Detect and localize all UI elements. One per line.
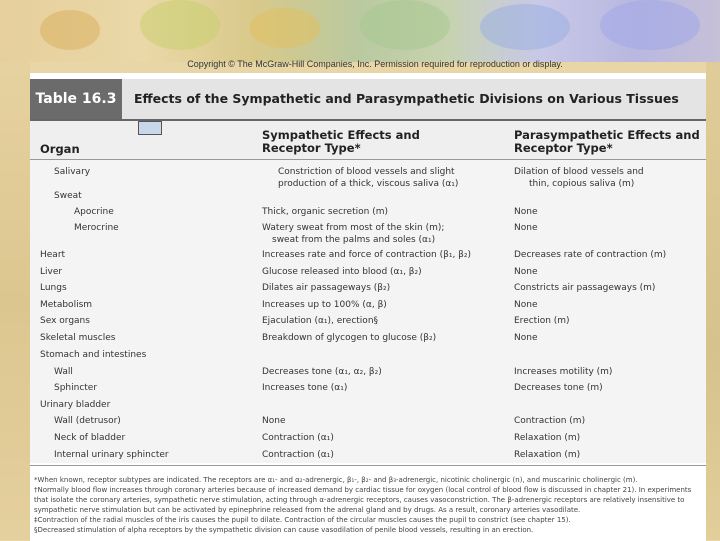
organ-cell: Lungs	[40, 283, 67, 293]
table-number: Table 16.3	[30, 79, 122, 119]
footnote-line: that isolate the coronary arteries, sympathetic nerve stimulation, acting through α-adrenergic receptors, causes vasoconstriction. The β-adrenergic receptors are relatively insensitive to	[34, 496, 685, 504]
header-sympathetic	[262, 129, 420, 155]
parasympathetic-cell: None	[514, 267, 538, 277]
left-border	[0, 62, 30, 540]
organ-cell: Neck of bladder	[54, 433, 126, 443]
flower-decoration	[480, 4, 570, 50]
sympathetic-cell: Contraction (α₁)	[262, 450, 334, 460]
footnotes	[30, 465, 706, 541]
sympathetic-cell: Glucose released into blood (α₁, β₂)	[262, 267, 422, 277]
parasympathetic-cell: Contraction (m)	[514, 416, 586, 426]
sympathetic-cell: Contraction (α₁)	[262, 433, 334, 443]
sympathetic-cell: Dilates air passageways (β₂)	[262, 283, 391, 293]
parasympathetic-cell: thin, copious saliva (m)	[529, 179, 635, 189]
table-body	[30, 160, 706, 463]
parasympathetic-cell: Relaxation (m)	[514, 450, 581, 460]
copyright-notice: Copyright © The McGraw-Hill Companies, Inc. Permission required for reproduction or display.	[187, 59, 563, 69]
organ-cell: Sex organs	[40, 316, 90, 326]
parasympathetic-cell: Erection (m)	[514, 316, 570, 326]
header-parasympathetic-line2: Receptor Type*	[514, 141, 613, 155]
table-panel	[30, 73, 706, 540]
flower-decoration	[40, 10, 100, 50]
footnote-line: §Decreased stimulation of alpha receptors by the sympathetic division can cause vasodilation of penile blood vessels, resulting in an erection.	[34, 526, 534, 534]
sympathetic-cell: sweat from the palms and soles (α₁)	[272, 235, 436, 245]
sympathetic-cell: Constriction of blood vessels and slight	[278, 167, 455, 177]
parasympathetic-cell: Increases motility (m)	[514, 367, 613, 377]
organ-cell: Heart	[40, 250, 66, 260]
sympathetic-cell: Increases tone (α₁)	[262, 383, 348, 393]
header-sympathetic-line1: Sympathetic Effects and	[262, 128, 420, 142]
organ-cell: Liver	[40, 267, 63, 277]
organ-cell: Wall	[54, 367, 73, 377]
flower-decoration	[360, 0, 450, 50]
parasympathetic-cell: Decreases tone (m)	[514, 383, 603, 393]
header-organ: Organ	[40, 142, 80, 156]
organ-cell: Metabolism	[40, 300, 93, 310]
parasympathetic-cell: None	[514, 223, 538, 233]
organ-cell: Sweat	[54, 191, 82, 201]
parasympathetic-cell: Constricts air passageways (m)	[514, 283, 656, 293]
organ-cell: Internal urinary sphincter	[54, 450, 169, 460]
footnote-line: ‡Contraction of the radial muscles of the iris causes the pupil to dilate. Contraction of the circular muscles causes the pupil to constrict (see chapter 15).	[34, 516, 571, 524]
organ-cell: Salivary	[54, 167, 91, 177]
parasympathetic-cell: Relaxation (m)	[514, 433, 581, 443]
sympathetic-cell: Increases up to 100% (α, β)	[262, 300, 387, 310]
footnote-line: *When known, receptor subtypes are indicated. The receptors are α₁- and α₂-adrenergic, β₁-, β₂- and β₃-adrenergic, nicotinic cholinergic (n), and muscarinic cholinergic (m).	[34, 476, 638, 484]
parasympathetic-cell: None	[514, 300, 538, 310]
parasympathetic-cell: None	[514, 207, 538, 217]
organ-cell: Wall (detrusor)	[54, 416, 121, 426]
organ-cell: Sphincter	[54, 383, 98, 393]
flower-decoration	[600, 0, 700, 50]
sympathetic-cell: Decreases tone (α₁, α₂, β₂)	[262, 367, 382, 377]
table-title: Effects of the Sympathetic and Parasympathetic Divisions on Various Tissues	[134, 91, 679, 106]
color-swatch	[138, 121, 162, 135]
right-border	[706, 62, 720, 540]
parasympathetic-cell: None	[514, 333, 538, 343]
organ-cell: Apocrine	[74, 207, 114, 217]
sympathetic-cell: production of a thick, viscous saliva (α₁)	[278, 179, 459, 189]
header-parasympathetic	[514, 129, 700, 155]
footnote-line: sympathetic nerve stimulation but can be activated by epinephrine released from the adrenal gland and by drugs. As a result, coronary arteries vasodilate.	[34, 506, 581, 514]
sympathetic-cell: None	[262, 416, 286, 426]
sympathetic-cell: Watery sweat from most of the skin (m);	[262, 223, 445, 233]
sympathetic-cell: Thick, organic secretion (m)	[262, 207, 388, 217]
header-parasympathetic-line1: Parasympathetic Effects and	[514, 128, 700, 142]
decorative-banner	[0, 0, 720, 62]
sympathetic-cell: Ejaculation (α₁), erection§	[262, 316, 379, 326]
sympathetic-cell: Breakdown of glycogen to glucose (β₂)	[262, 333, 437, 343]
flower-decoration	[140, 0, 220, 50]
parasympathetic-cell: Decreases rate of contraction (m)	[514, 250, 667, 260]
sympathetic-cell: Increases rate and force of contraction (β₁, β₂)	[262, 250, 472, 260]
organ-cell: Urinary bladder	[40, 400, 111, 410]
organ-cell: Stomach and intestines	[40, 350, 147, 360]
footnote-line: †Normally blood flow increases through coronary arteries because of increased demand by cardiac tissue for oxygen (local control of blood flow is discussed in chapter 21). In experiments	[34, 486, 692, 494]
header-sympathetic-line2: Receptor Type*	[262, 141, 361, 155]
organ-cell: Skeletal muscles	[40, 333, 116, 343]
parasympathetic-cell: Dilation of blood vessels and	[514, 167, 644, 177]
flower-decoration	[250, 8, 320, 48]
organ-cell: Merocrine	[74, 223, 119, 233]
